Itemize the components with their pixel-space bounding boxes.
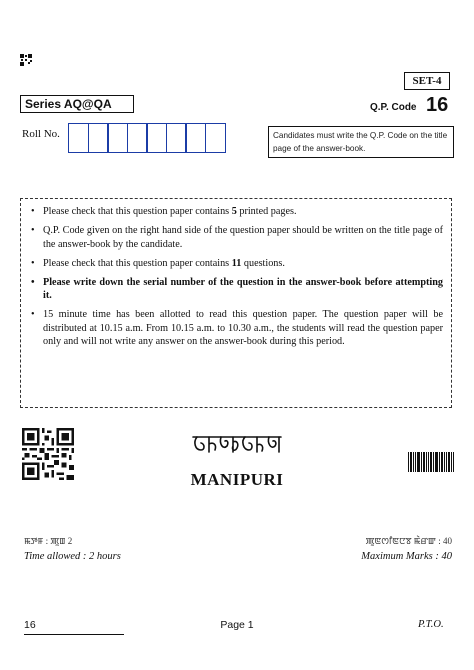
instruction-item [29, 276, 443, 303]
roll-number-cell[interactable] [146, 123, 167, 153]
subject-script-title [0, 432, 474, 461]
instruction-item [29, 205, 443, 219]
time-allowed: Time allowed : 2 hours [24, 551, 121, 562]
instruction-text: Q.P. Code given on the right hand side of the question paper should be written on the title page of the answer-book by the candidate. [43, 225, 443, 250]
series-label: Series AQ@QA [20, 95, 134, 113]
footer-qp-code: 16 [24, 619, 36, 631]
instruction-text: 15 minute time has been allotted to read this question paper. The question paper will be distributed at 10.15 a.m. From 10.15 a.m. to 10.30 a.m., the students will read the question paper only and will not write any answer on the answer-book during this period. [43, 309, 443, 347]
instruction-text: printed pages. [236, 206, 297, 217]
instruction-item [29, 224, 443, 251]
bullet-icon: • [31, 257, 35, 269]
set-label: SET-4 [404, 72, 450, 90]
instruction-text: Please check that this question paper contains [43, 257, 232, 269]
instruction-text: Please check that this question paper contains [43, 206, 232, 217]
roll-number-boxes [68, 123, 224, 153]
instruction-text: questions. [241, 257, 285, 269]
roll-number-cell[interactable] [166, 123, 187, 153]
qp-code-value: 16 [426, 94, 449, 116]
time-allowed-script: ꯃꯇꯝ : ꯄꯨꯡ 2 [24, 536, 73, 546]
small-qr-code-icon [20, 54, 32, 66]
barcode-icon [408, 452, 454, 472]
instructions-box [20, 198, 452, 408]
roll-number-cell[interactable] [107, 123, 128, 153]
instruction-emphasis: 5 [231, 206, 237, 217]
bullet-icon: • [31, 309, 35, 320]
instruction-text: Please write down the serial number of the question in the answer-book before attempting it. [43, 276, 443, 301]
footer-divider [24, 634, 124, 635]
max-marks-script: ꯄꯨꯟꯁꯤꯟꯅꯕ ꯃꯥꯔꯛ : 40 [365, 536, 452, 546]
footer-page-number: Page 1 [220, 619, 254, 631]
instructions-list [29, 205, 443, 349]
qp-code-note: Candidates must write the Q.P. Code on the title page of the answer-book. [268, 126, 454, 158]
roll-number-cell[interactable] [88, 123, 109, 153]
instruction-item [29, 257, 443, 271]
roll-number-cell[interactable] [185, 123, 206, 153]
bullet-icon: • [31, 225, 35, 236]
roll-number-cell[interactable] [205, 123, 226, 153]
maximum-marks: Maximum Marks : 40 [361, 551, 452, 562]
bullet-icon: • [31, 206, 35, 217]
instruction-emphasis: 11 [231, 257, 242, 269]
roll-number-label: Roll No. [22, 128, 60, 140]
roll-number-cell[interactable] [68, 123, 89, 153]
subject-title: MANIPURI [190, 470, 284, 489]
meitei-script-logo [191, 432, 283, 456]
bullet-icon: • [31, 276, 35, 288]
qp-code-label: Q.P. Code [370, 102, 417, 113]
roll-number-cell[interactable] [127, 123, 148, 153]
footer-pto: P.T.O. [418, 619, 444, 630]
instruction-item [29, 308, 443, 349]
